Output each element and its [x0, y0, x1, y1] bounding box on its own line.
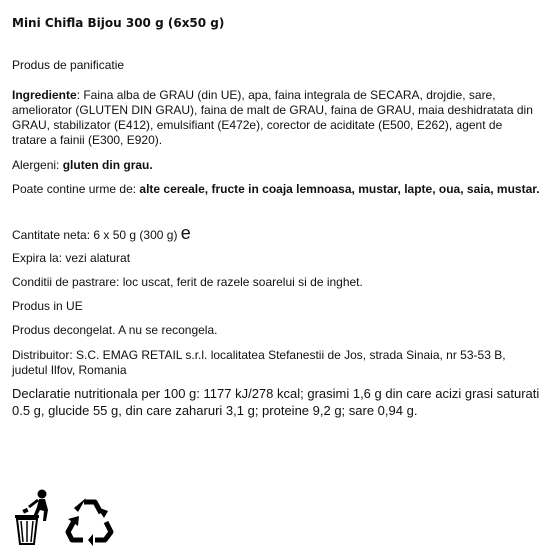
ingredients-label: Ingrediente	[12, 88, 77, 102]
traces-paragraph	[12, 182, 540, 197]
frozen-note: Produs decongelat. A nu se recongela.	[12, 323, 218, 337]
nutrition-paragraph	[12, 385, 540, 419]
storage-text: Conditii de pastrare: loc uscat, ferit de razele soarelui si de inghet.	[12, 275, 363, 289]
allergens-value: gluten din grau.	[62, 158, 153, 172]
product-title: Mini Chifla Bijou 300 g (6x50 g)	[12, 16, 225, 30]
ingredients-paragraph	[12, 88, 540, 148]
traces-label: Poate contine urme de:	[12, 182, 140, 196]
disposal-icons	[12, 488, 122, 546]
nutrition-label: Declaratie nutritionala per 100 g:	[12, 386, 204, 401]
expiry-text: Expira la: vezi alaturat	[12, 251, 131, 265]
origin-text: Produs in UE	[12, 299, 83, 313]
nutrition-text: 1177 kJ/278 kcal; grasimi 1,6 g din care acizi grasi saturati 0.5 g, glucide 55 g, din care zaharuri 3,1 g; proteine 9,2 g; sare 0,94 g.	[12, 386, 540, 418]
net-quantity-text: Cantitate neta: 6 x 50 g (300 g)	[12, 228, 181, 242]
recycle-icon	[64, 494, 116, 546]
allergens-label: Alergeni:	[12, 158, 63, 172]
ingredients-text: : Faina alba de GRAU (din UE), apa, faina integrala de SECARA, drojdie, sare, ameliorator (GLUTEN DIN GRAU), faina de malt de GRAU, faina de GRAU, maia deshidratata din GRAU, stabilizator (E412), emulsifiant (E472e), corector de aciditate (E500, E262), agent de tratare a fainii (E300, E920).	[12, 88, 533, 147]
tidy-man-bin-icon	[12, 488, 60, 546]
allergens-paragraph	[12, 158, 540, 173]
estimated-sign: e	[180, 223, 191, 243]
product-category: Produs de panificatie	[12, 58, 125, 72]
net-quantity	[12, 223, 540, 243]
distributor-text: Distribuitor: S.C. EMAG RETAIL s.r.l. localitatea Stefanestii de Jos, strada Sinaia, nr 53-53 B, judetul Ilfov, Romania	[12, 348, 506, 377]
traces-value: alte cereale, fructe in coaja lemnoasa, mustar, lapte, oua, saia, mustar.	[139, 182, 540, 196]
